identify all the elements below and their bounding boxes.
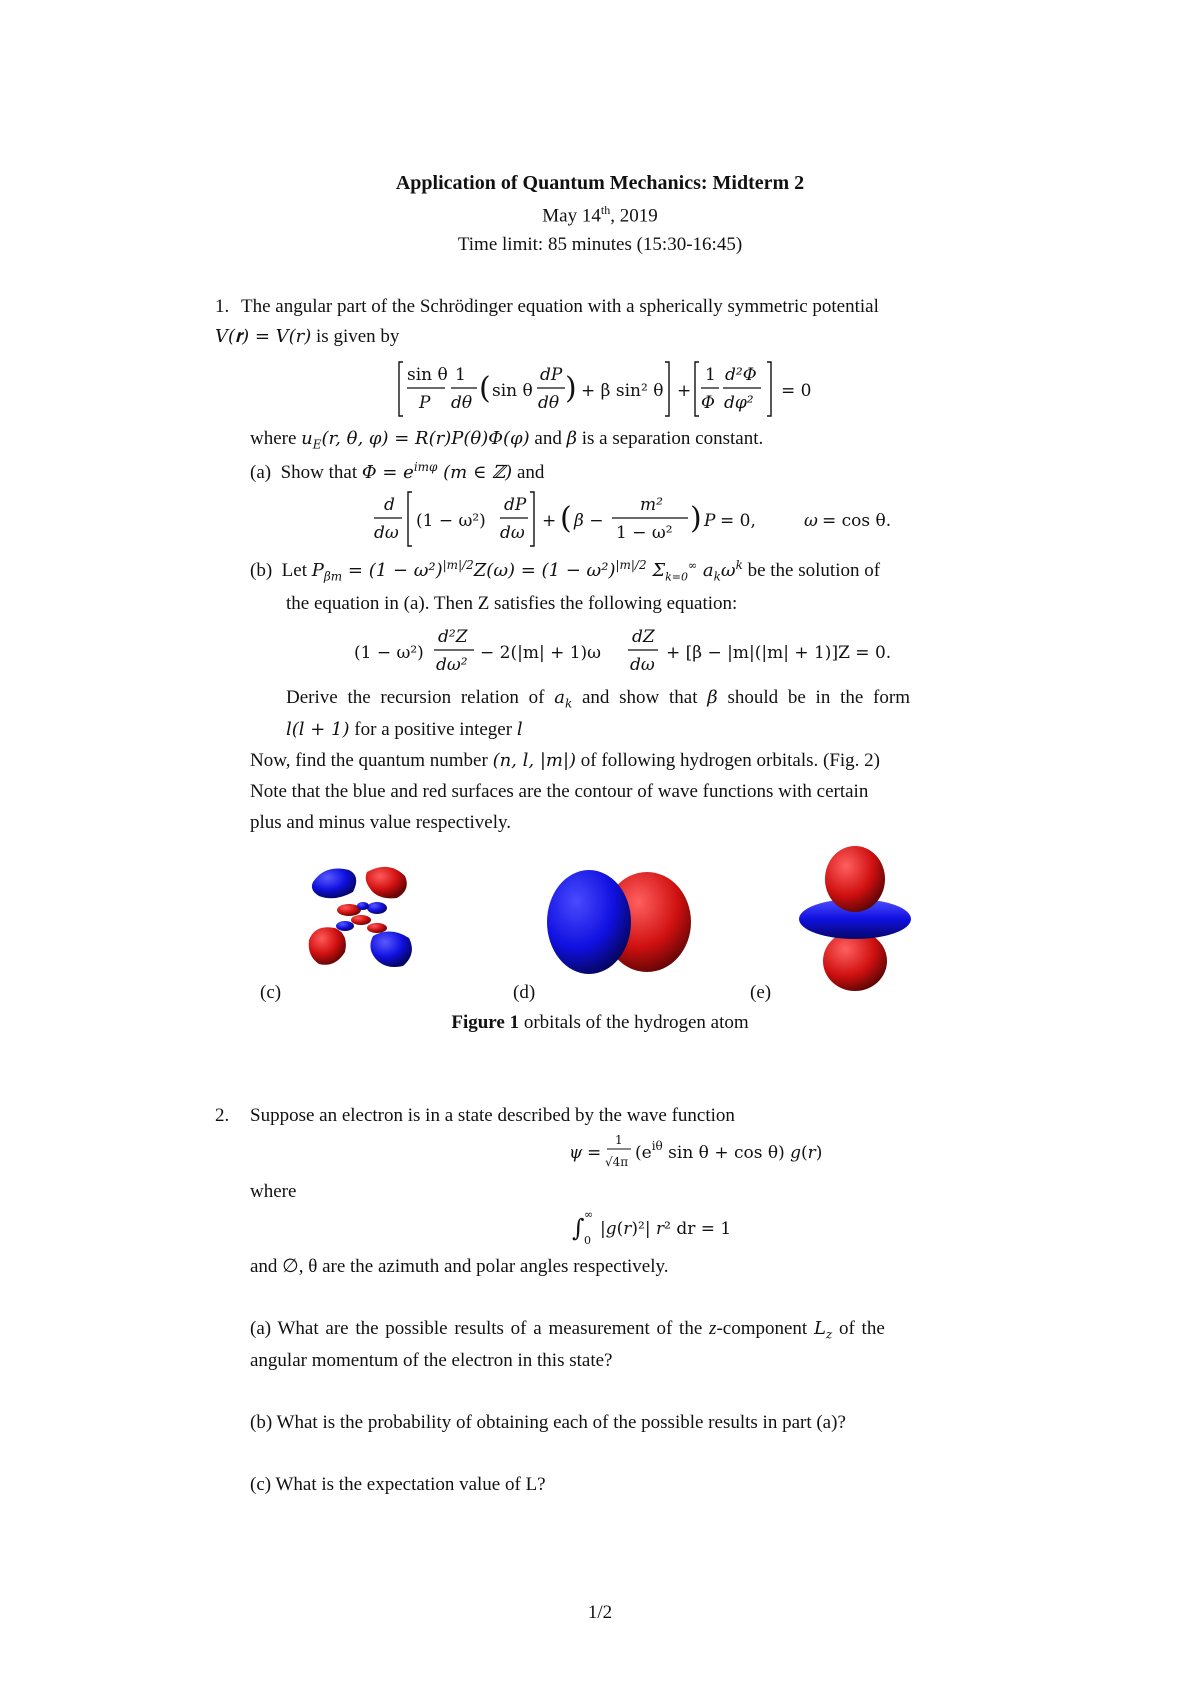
q2-and-line: and ∅, θ are the azimuth and polar angles respectively.	[250, 1256, 669, 1277]
svg-text:dθ: dθ	[451, 393, 473, 413]
svg-text:dP: dP	[504, 495, 527, 515]
exam-date	[0, 203, 1200, 227]
svg-text:= cos θ.: = cos θ.	[822, 511, 892, 531]
svg-text:dω²: dω²	[436, 655, 468, 675]
svg-text:dZ: dZ	[632, 627, 655, 647]
orbital-e-image	[795, 843, 915, 993]
svg-text:√4π: √4π	[605, 1155, 629, 1169]
svg-text:(1 − ω²): (1 − ω²)	[416, 511, 486, 531]
svg-text:− 2(|m| + 1)ω: − 2(|m| + 1)ω	[480, 643, 602, 663]
page-number: 1/2	[587, 1602, 613, 1623]
svg-text:dθ: dθ	[538, 393, 560, 413]
svg-text:dP: dP	[540, 365, 563, 385]
svg-text:∫: ∫	[572, 1214, 585, 1242]
q2-number: 2.	[215, 1105, 230, 1126]
svg-text:|g(r)²| r² dr = 1: |g(r)²| r² dr = 1	[600, 1219, 732, 1239]
equation-a	[370, 488, 930, 550]
svg-text:(: (	[479, 371, 491, 406]
figure-caption-bold: Figure 1	[451, 1012, 520, 1033]
svg-text:d²Φ: d²Φ	[725, 365, 757, 385]
exam-title: Application of Quantum Mechanics: Midterm 2	[395, 172, 805, 194]
svg-text:d: d	[384, 495, 395, 515]
svg-text:1: 1	[615, 1133, 623, 1147]
q1-number: 1.	[215, 296, 230, 317]
figure-label-d: (d)	[513, 982, 536, 1003]
q1-intro-line2	[215, 326, 399, 348]
orbital-d-image	[545, 868, 695, 978]
svg-text:m²: m²	[640, 495, 663, 515]
svg-text:dω: dω	[374, 523, 399, 543]
q1-now-line3: plus and minus value respectively.	[250, 812, 512, 833]
svg-text:β −: β −	[574, 511, 604, 531]
svg-text:dω: dω	[500, 523, 525, 543]
time-limit: Time limit: 85 minutes (15:30-16:45)	[457, 234, 743, 255]
svg-text:+ [β − |m|(|m| + 1)]Z = 0.: + [β − |m|(|m| + 1)]Z = 0.	[666, 643, 892, 663]
normalization-equation	[570, 1206, 790, 1248]
svg-text:): )	[690, 501, 702, 536]
q1-part-a: (a) Show that $\Phi = e^{im\varphi}$ (m ∈ ℤ) and	[250, 460, 545, 483]
svg-text:ω: ω	[804, 511, 818, 531]
q2-intro: Suppose an electron is in a state described by the wave function	[250, 1105, 735, 1126]
svg-text:): )	[565, 371, 577, 406]
q1-now-line1: Now, find the quantum number (n, l, |m|) of following hydrogen orbitals. (Fig. 2)	[250, 750, 881, 771]
potential-text: is given by	[311, 326, 400, 347]
svg-text:P: P	[419, 393, 431, 413]
q1-derive-line2: l(l + 1) for a positive integer l	[286, 719, 523, 740]
q1-where-line: where $u_E(r$, θ, φ) = R(r)P(θ)Φ(φ) and β is a separation constant.	[250, 428, 764, 452]
q2-part-a-line2: angular momentum of the electron in this state?	[250, 1350, 613, 1371]
date-year: , 2019	[610, 205, 658, 227]
svg-text:∞: ∞	[584, 1208, 594, 1221]
svg-text:(1 − ω²): (1 − ω²)	[354, 643, 424, 663]
svg-text:+: +	[677, 381, 692, 401]
svg-text:+: +	[542, 511, 557, 531]
svg-text:= 0: = 0	[781, 381, 812, 401]
q1-derive-line1: Derive the recursion relation of $a_k$ and show that β should be in the form	[286, 687, 910, 711]
svg-text:P: P	[704, 511, 716, 531]
date-sup: th	[600, 203, 611, 217]
potential-math: V(𝐫) = V(r)	[215, 326, 312, 347]
q1-now-line2: Note that the blue and red surfaces are the contour of wave functions with certain	[250, 781, 869, 802]
svg-text:= 0,: = 0,	[720, 511, 756, 531]
equation-b	[350, 620, 950, 682]
psi-equation	[565, 1130, 885, 1174]
svg-text:0: 0	[584, 1234, 591, 1247]
svg-text:1 − ω²: 1 − ω²	[616, 523, 673, 543]
svg-text:Φ: Φ	[701, 393, 715, 413]
svg-text:(: (	[560, 501, 572, 536]
figure-caption	[0, 1012, 1200, 1034]
figure-caption-text: orbitals of the hydrogen atom	[519, 1012, 749, 1033]
angular-equation	[395, 358, 855, 420]
svg-text:dω: dω	[630, 655, 655, 675]
orbital-c-image	[305, 862, 425, 974]
svg-text:dφ²: dφ²	[724, 393, 754, 413]
q2-where: where	[250, 1181, 297, 1202]
svg-text:d²Z: d²Z	[438, 627, 468, 647]
q2-part-b: (b) What is the probability of obtaining each of the possible results in part (a)?	[250, 1412, 846, 1433]
q1-intro-line1: The angular part of the Schrödinger equation with a spherically symmetric potential	[241, 296, 879, 317]
q1-part-b-line2: the equation in (a). Then Z satisfies the following equation:	[286, 593, 738, 614]
q1-part-b-line1: (b) Let $P_{\beta m} = (1 - \omega^2)^{|m|/2}Z(\omega) = (1 - \omega^2)^{|m|/2}$ $\Sigma_{k=0}^\infty$ $a_k\omega^k$ be the solution of	[250, 558, 881, 584]
svg-text:sin θ: sin θ	[492, 381, 533, 401]
svg-text:(eiθ sin θ + cos θ) g(r): ($e^{i\theta}$ sin θ + cos θ) g(r)	[635, 1139, 823, 1163]
date-main: May 14	[542, 205, 601, 227]
svg-text:+ β sin² θ: + β sin² θ	[581, 381, 664, 401]
q2-part-a-line1: (a) What are the possible results of a measurement of the z-component $L_z$ of the	[250, 1318, 885, 1342]
svg-text:=: =	[587, 1143, 602, 1163]
svg-text:ψ: ψ	[569, 1143, 583, 1163]
figure-label-c: (c)	[260, 982, 282, 1003]
svg-text:1: 1	[705, 365, 716, 385]
figure-label-e: (e)	[750, 982, 772, 1003]
svg-text:1: 1	[455, 365, 466, 385]
svg-text:sin θ: sin θ	[407, 365, 448, 385]
q2-part-c: (c) What is the expectation value of L?	[250, 1474, 546, 1495]
